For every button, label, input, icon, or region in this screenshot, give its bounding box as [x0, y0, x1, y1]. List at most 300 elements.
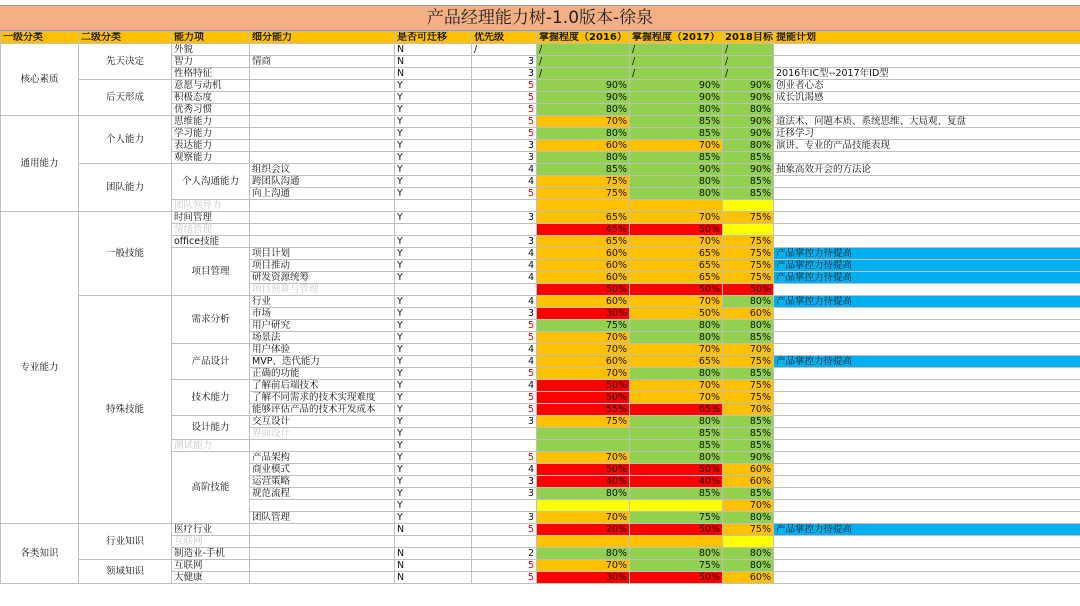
- target-2018-cell[interactable]: 60%: [723, 572, 774, 584]
- ability-cell[interactable]: 需求分析: [172, 296, 250, 344]
- migratable-cell[interactable]: Y: [395, 356, 472, 368]
- priority-cell[interactable]: [472, 428, 537, 440]
- migratable-cell[interactable]: Y: [395, 260, 472, 272]
- target-2018-cell[interactable]: 80%: [723, 320, 774, 332]
- priority-cell[interactable]: [472, 440, 537, 452]
- mastery-2017-cell[interactable]: 70%: [630, 140, 723, 152]
- priority-cell[interactable]: 3: [472, 56, 537, 68]
- priority-cell[interactable]: 4: [472, 176, 537, 188]
- plan-cell[interactable]: 2016年IC型--2017年ID型: [774, 68, 1080, 80]
- mastery-2017-cell[interactable]: 80%: [630, 104, 723, 116]
- priority-cell[interactable]: [472, 200, 537, 212]
- migratable-cell[interactable]: [395, 200, 472, 212]
- level1-category-cell[interactable]: 核心素质: [1, 44, 79, 116]
- header-cell[interactable]: 一级分类: [1, 32, 79, 44]
- migratable-cell[interactable]: Y: [395, 488, 472, 500]
- priority-cell[interactable]: 5: [472, 320, 537, 332]
- priority-cell[interactable]: [472, 224, 537, 236]
- ability-cell[interactable]: 学习能力: [172, 128, 250, 140]
- plan-cell[interactable]: [774, 488, 1080, 500]
- migratable-cell[interactable]: Y: [395, 212, 472, 224]
- sub-ability-cell[interactable]: [250, 44, 395, 56]
- priority-cell[interactable]: 3: [472, 236, 537, 248]
- priority-cell[interactable]: 3: [472, 488, 537, 500]
- sub-ability-cell[interactable]: 交互设计: [250, 416, 395, 428]
- header-cell[interactable]: 是否可迁移: [395, 32, 472, 44]
- target-2018-cell[interactable]: 90%: [723, 92, 774, 104]
- level2-category-cell[interactable]: 特殊技能: [79, 296, 172, 524]
- mastery-2017-cell[interactable]: 80%: [630, 176, 723, 188]
- mastery-2016-cell[interactable]: 60%: [537, 140, 630, 152]
- migratable-cell[interactable]: Y: [395, 176, 472, 188]
- priority-cell[interactable]: [472, 284, 537, 296]
- ability-cell[interactable]: 互联网: [172, 536, 250, 548]
- priority-cell[interactable]: [472, 500, 537, 512]
- mastery-2016-cell[interactable]: 20%: [537, 524, 630, 536]
- priority-cell[interactable]: 3: [472, 68, 537, 80]
- ability-cell[interactable]: 设计能力: [172, 416, 250, 440]
- mastery-2017-cell[interactable]: 85%: [630, 152, 723, 164]
- sub-ability-cell[interactable]: MVP、迭代能力: [250, 356, 395, 368]
- target-2018-cell[interactable]: 60%: [723, 308, 774, 320]
- target-2018-cell[interactable]: 75%: [723, 356, 774, 368]
- sub-ability-cell[interactable]: [250, 536, 395, 548]
- mastery-2016-cell[interactable]: 70%: [537, 332, 630, 344]
- ability-cell[interactable]: 医疗行业: [172, 524, 250, 536]
- sub-ability-cell[interactable]: 项目预算与管理: [250, 284, 395, 296]
- sub-ability-cell[interactable]: 运营策略: [250, 476, 395, 488]
- mastery-2017-cell[interactable]: 70%: [630, 344, 723, 356]
- target-2018-cell[interactable]: /: [723, 44, 774, 56]
- plan-cell[interactable]: [774, 236, 1080, 248]
- mastery-2017-cell[interactable]: /: [630, 68, 723, 80]
- plan-cell[interactable]: 演讲、专业的产品技能表现: [774, 140, 1080, 152]
- ability-cell[interactable]: 大健康: [172, 572, 250, 584]
- target-2018-cell[interactable]: 80%: [723, 560, 774, 572]
- mastery-2017-cell[interactable]: 65%: [630, 356, 723, 368]
- migratable-cell[interactable]: Y: [395, 344, 472, 356]
- plan-cell[interactable]: [774, 200, 1080, 212]
- priority-cell[interactable]: 5: [472, 368, 537, 380]
- target-2018-cell[interactable]: 75%: [723, 212, 774, 224]
- migratable-cell[interactable]: N: [395, 560, 472, 572]
- migratable-cell[interactable]: N: [395, 548, 472, 560]
- mastery-2017-cell[interactable]: 85%: [630, 488, 723, 500]
- mastery-2017-cell[interactable]: 50%: [630, 524, 723, 536]
- level2-category-cell[interactable]: 领域知识: [79, 560, 172, 584]
- sub-ability-cell[interactable]: 项目推动: [250, 260, 395, 272]
- header-cell[interactable]: 细分能力: [250, 32, 395, 44]
- priority-cell[interactable]: 5: [472, 188, 537, 200]
- sub-ability-cell[interactable]: [250, 104, 395, 116]
- sub-ability-cell[interactable]: 场景法: [250, 332, 395, 344]
- plan-cell[interactable]: 产品掌控力待提高: [774, 356, 1080, 368]
- mastery-2017-cell[interactable]: 50%: [630, 572, 723, 584]
- mastery-2017-cell[interactable]: 85%: [630, 128, 723, 140]
- mastery-2016-cell[interactable]: 65%: [537, 212, 630, 224]
- sub-ability-cell[interactable]: 市场: [250, 308, 395, 320]
- mastery-2017-cell[interactable]: 50%: [630, 464, 723, 476]
- priority-cell[interactable]: 5: [472, 104, 537, 116]
- sub-ability-cell[interactable]: 能够评估产品的技术开发成本: [250, 404, 395, 416]
- migratable-cell[interactable]: Y: [395, 332, 472, 344]
- migratable-cell[interactable]: Y: [395, 296, 472, 308]
- mastery-2017-cell[interactable]: 70%: [630, 380, 723, 392]
- plan-cell[interactable]: 成长饥渴感: [774, 92, 1080, 104]
- sub-ability-cell[interactable]: 向上沟通: [250, 188, 395, 200]
- sub-ability-cell[interactable]: [250, 116, 395, 128]
- mastery-2017-cell[interactable]: 65%: [630, 248, 723, 260]
- target-2018-cell[interactable]: 80%: [723, 548, 774, 560]
- priority-cell[interactable]: 4: [472, 380, 537, 392]
- sub-ability-cell[interactable]: [250, 548, 395, 560]
- target-2018-cell[interactable]: 85%: [723, 428, 774, 440]
- sub-ability-cell[interactable]: [250, 80, 395, 92]
- migratable-cell[interactable]: Y: [395, 80, 472, 92]
- migratable-cell[interactable]: Y: [395, 416, 472, 428]
- mastery-2016-cell[interactable]: 90%: [537, 92, 630, 104]
- migratable-cell[interactable]: Y: [395, 164, 472, 176]
- ability-cell[interactable]: 高阶技能: [172, 452, 250, 524]
- plan-cell[interactable]: [774, 320, 1080, 332]
- priority-cell[interactable]: 5: [472, 404, 537, 416]
- mastery-2016-cell[interactable]: 75%: [537, 176, 630, 188]
- mastery-2017-cell[interactable]: 85%: [630, 116, 723, 128]
- plan-cell[interactable]: [774, 572, 1080, 584]
- target-2018-cell[interactable]: [723, 224, 774, 236]
- mastery-2016-cell[interactable]: [537, 500, 630, 512]
- ability-cell[interactable]: 观察能力: [172, 152, 250, 164]
- mastery-2016-cell[interactable]: [537, 536, 630, 548]
- ability-cell[interactable]: 团队领导力: [172, 200, 250, 212]
- mastery-2016-cell[interactable]: 80%: [537, 128, 630, 140]
- mastery-2016-cell[interactable]: /: [537, 44, 630, 56]
- mastery-2016-cell[interactable]: 80%: [537, 488, 630, 500]
- migratable-cell[interactable]: N: [395, 524, 472, 536]
- priority-cell[interactable]: 2: [472, 548, 537, 560]
- plan-cell[interactable]: 产品掌控力待提高: [774, 296, 1080, 308]
- priority-cell[interactable]: /: [472, 44, 537, 56]
- mastery-2017-cell[interactable]: 80%: [630, 332, 723, 344]
- mastery-2017-cell[interactable]: 75%: [630, 560, 723, 572]
- mastery-2017-cell[interactable]: 80%: [630, 188, 723, 200]
- plan-cell[interactable]: [774, 464, 1080, 476]
- priority-cell[interactable]: 4: [472, 344, 537, 356]
- target-2018-cell[interactable]: 50%: [723, 284, 774, 296]
- target-2018-cell[interactable]: 85%: [723, 152, 774, 164]
- migratable-cell[interactable]: Y: [395, 272, 472, 284]
- mastery-2017-cell[interactable]: 80%: [630, 452, 723, 464]
- sub-ability-cell[interactable]: 正确的功能: [250, 368, 395, 380]
- migratable-cell[interactable]: Y: [395, 308, 472, 320]
- mastery-2016-cell[interactable]: 80%: [537, 548, 630, 560]
- sub-ability-cell[interactable]: 情商: [250, 56, 395, 68]
- mastery-2016-cell[interactable]: 70%: [537, 560, 630, 572]
- target-2018-cell[interactable]: 85%: [723, 368, 774, 380]
- priority-cell[interactable]: 3: [472, 308, 537, 320]
- sub-ability-cell[interactable]: [250, 572, 395, 584]
- migratable-cell[interactable]: N: [395, 68, 472, 80]
- target-2018-cell[interactable]: 75%: [723, 248, 774, 260]
- plan-cell[interactable]: [774, 512, 1080, 524]
- mastery-2016-cell[interactable]: 50%: [537, 464, 630, 476]
- priority-cell[interactable]: 4: [472, 260, 537, 272]
- ability-cell[interactable]: office技能: [172, 236, 250, 248]
- priority-cell[interactable]: 4: [472, 164, 537, 176]
- migratable-cell[interactable]: Y: [395, 428, 472, 440]
- plan-cell[interactable]: [774, 224, 1080, 236]
- header-cell[interactable]: 掌握程度（2016）: [537, 32, 630, 44]
- target-2018-cell[interactable]: 90%: [723, 164, 774, 176]
- mastery-2017-cell[interactable]: 70%: [630, 296, 723, 308]
- mastery-2016-cell[interactable]: 70%: [537, 452, 630, 464]
- target-2018-cell[interactable]: 75%: [723, 392, 774, 404]
- sub-ability-cell[interactable]: [250, 500, 395, 512]
- target-2018-cell[interactable]: 90%: [723, 116, 774, 128]
- ability-cell[interactable]: 积极态度: [172, 92, 250, 104]
- ability-cell[interactable]: 测试能力: [172, 440, 250, 452]
- migratable-cell[interactable]: Y: [395, 140, 472, 152]
- sub-ability-cell[interactable]: [250, 224, 395, 236]
- priority-cell[interactable]: [472, 536, 537, 548]
- mastery-2016-cell[interactable]: 50%: [537, 284, 630, 296]
- mastery-2016-cell[interactable]: 75%: [537, 320, 630, 332]
- migratable-cell[interactable]: N: [395, 56, 472, 68]
- target-2018-cell[interactable]: 85%: [723, 440, 774, 452]
- plan-cell[interactable]: [774, 560, 1080, 572]
- migratable-cell[interactable]: Y: [395, 128, 472, 140]
- level1-category-cell[interactable]: 通用能力: [1, 116, 79, 212]
- ability-cell[interactable]: 制造业-手机: [172, 548, 250, 560]
- migratable-cell[interactable]: Y: [395, 512, 472, 524]
- mastery-2017-cell[interactable]: 90%: [630, 92, 723, 104]
- priority-cell[interactable]: 5: [472, 560, 537, 572]
- target-2018-cell[interactable]: 85%: [723, 332, 774, 344]
- sub-ability-cell[interactable]: [250, 200, 395, 212]
- plan-cell[interactable]: 产品掌控力待提高: [774, 248, 1080, 260]
- sub-ability-cell[interactable]: 用户体验: [250, 344, 395, 356]
- priority-cell[interactable]: 4: [472, 248, 537, 260]
- mastery-2016-cell[interactable]: 60%: [537, 296, 630, 308]
- mastery-2016-cell[interactable]: 50%: [537, 380, 630, 392]
- ability-cell[interactable]: 互联网: [172, 560, 250, 572]
- mastery-2016-cell[interactable]: [537, 440, 630, 452]
- migratable-cell[interactable]: Y: [395, 116, 472, 128]
- sub-ability-cell[interactable]: 用户研究: [250, 320, 395, 332]
- migratable-cell[interactable]: Y: [395, 476, 472, 488]
- ability-cell[interactable]: 表达能力: [172, 140, 250, 152]
- mastery-2016-cell[interactable]: 80%: [537, 104, 630, 116]
- mastery-2017-cell[interactable]: 70%: [630, 392, 723, 404]
- mastery-2016-cell[interactable]: 75%: [537, 188, 630, 200]
- level2-category-cell[interactable]: 行业知识: [79, 524, 172, 560]
- mastery-2016-cell[interactable]: 70%: [537, 368, 630, 380]
- mastery-2017-cell[interactable]: 65%: [630, 260, 723, 272]
- priority-cell[interactable]: 5: [472, 524, 537, 536]
- priority-cell[interactable]: 5: [472, 572, 537, 584]
- sub-ability-cell[interactable]: 界面设计: [250, 428, 395, 440]
- plan-cell[interactable]: 迁移学习: [774, 128, 1080, 140]
- target-2018-cell[interactable]: 70%: [723, 344, 774, 356]
- migratable-cell[interactable]: N: [395, 572, 472, 584]
- migratable-cell[interactable]: [395, 284, 472, 296]
- plan-cell[interactable]: [774, 284, 1080, 296]
- priority-cell[interactable]: 3: [472, 140, 537, 152]
- plan-cell[interactable]: [774, 440, 1080, 452]
- header-cell[interactable]: 提能计划: [774, 32, 1080, 44]
- mastery-2017-cell[interactable]: /: [630, 56, 723, 68]
- ability-cell[interactable]: 项目管理: [172, 248, 250, 296]
- plan-cell[interactable]: [774, 308, 1080, 320]
- target-2018-cell[interactable]: 60%: [723, 476, 774, 488]
- mastery-2017-cell[interactable]: 75%: [630, 512, 723, 524]
- migratable-cell[interactable]: Y: [395, 236, 472, 248]
- mastery-2016-cell[interactable]: 80%: [537, 152, 630, 164]
- target-2018-cell[interactable]: 75%: [723, 380, 774, 392]
- sub-ability-cell[interactable]: [250, 236, 395, 248]
- priority-cell[interactable]: 3: [472, 512, 537, 524]
- plan-cell[interactable]: [774, 416, 1080, 428]
- mastery-2016-cell[interactable]: 60%: [537, 356, 630, 368]
- plan-cell[interactable]: [774, 332, 1080, 344]
- level2-category-cell[interactable]: 先天决定: [79, 44, 172, 80]
- level2-category-cell[interactable]: 一般技能: [79, 212, 172, 296]
- priority-cell[interactable]: 5: [472, 92, 537, 104]
- mastery-2017-cell[interactable]: 85%: [630, 428, 723, 440]
- plan-cell[interactable]: 产品掌控力待提高: [774, 524, 1080, 536]
- plan-cell[interactable]: [774, 452, 1080, 464]
- sub-ability-cell[interactable]: 了解不同需求的技术实现难度: [250, 392, 395, 404]
- mastery-2017-cell[interactable]: 80%: [630, 416, 723, 428]
- mastery-2016-cell[interactable]: 30%: [537, 572, 630, 584]
- mastery-2017-cell[interactable]: 90%: [630, 80, 723, 92]
- ability-cell[interactable]: 个人沟通能力: [172, 164, 250, 200]
- priority-cell[interactable]: 5: [472, 116, 537, 128]
- migratable-cell[interactable]: Y: [395, 440, 472, 452]
- plan-cell[interactable]: 抽象高效开会的方法论: [774, 164, 1080, 176]
- sub-ability-cell[interactable]: [250, 152, 395, 164]
- mastery-2016-cell[interactable]: 70%: [537, 344, 630, 356]
- sub-ability-cell[interactable]: [250, 560, 395, 572]
- target-2018-cell[interactable]: 80%: [723, 296, 774, 308]
- priority-cell[interactable]: 5: [472, 392, 537, 404]
- mastery-2016-cell[interactable]: 75%: [537, 416, 630, 428]
- mastery-2017-cell[interactable]: 85%: [630, 440, 723, 452]
- priority-cell[interactable]: 3: [472, 152, 537, 164]
- plan-cell[interactable]: [774, 188, 1080, 200]
- mastery-2017-cell[interactable]: 50%: [630, 224, 723, 236]
- plan-cell[interactable]: 道法术、问题本质、系统思维、大局观、复盘: [774, 116, 1080, 128]
- target-2018-cell[interactable]: 90%: [723, 452, 774, 464]
- plan-cell[interactable]: [774, 536, 1080, 548]
- mastery-2016-cell[interactable]: 65%: [537, 236, 630, 248]
- level2-category-cell[interactable]: 团队能力: [79, 164, 172, 212]
- plan-cell[interactable]: [774, 56, 1080, 68]
- sub-ability-cell[interactable]: 产品架构: [250, 452, 395, 464]
- sub-ability-cell[interactable]: [250, 128, 395, 140]
- target-2018-cell[interactable]: 75%: [723, 524, 774, 536]
- mastery-2017-cell[interactable]: 80%: [630, 320, 723, 332]
- sub-ability-cell[interactable]: [250, 92, 395, 104]
- mastery-2017-cell[interactable]: 80%: [630, 548, 723, 560]
- target-2018-cell[interactable]: 85%: [723, 188, 774, 200]
- sub-ability-cell[interactable]: 规范流程: [250, 488, 395, 500]
- plan-cell[interactable]: [774, 368, 1080, 380]
- mastery-2016-cell[interactable]: 60%: [537, 272, 630, 284]
- migratable-cell[interactable]: Y: [395, 188, 472, 200]
- mastery-2017-cell[interactable]: [630, 200, 723, 212]
- mastery-2017-cell[interactable]: [630, 536, 723, 548]
- mastery-2016-cell[interactable]: 50%: [537, 392, 630, 404]
- level1-category-cell[interactable]: 各类知识: [1, 524, 79, 584]
- plan-cell[interactable]: [774, 344, 1080, 356]
- mastery-2016-cell[interactable]: [537, 200, 630, 212]
- plan-cell[interactable]: [774, 428, 1080, 440]
- mastery-2017-cell[interactable]: 50%: [630, 308, 723, 320]
- target-2018-cell[interactable]: 80%: [723, 104, 774, 116]
- mastery-2016-cell[interactable]: 40%: [537, 476, 630, 488]
- migratable-cell[interactable]: Y: [395, 320, 472, 332]
- target-2018-cell[interactable]: /: [723, 56, 774, 68]
- target-2018-cell[interactable]: [723, 200, 774, 212]
- target-2018-cell[interactable]: 75%: [723, 272, 774, 284]
- mastery-2017-cell[interactable]: /: [630, 44, 723, 56]
- mastery-2016-cell[interactable]: 55%: [537, 404, 630, 416]
- sub-ability-cell[interactable]: 行业: [250, 296, 395, 308]
- mastery-2017-cell[interactable]: 80%: [630, 368, 723, 380]
- ability-cell[interactable]: 情绪管理: [172, 224, 250, 236]
- plan-cell[interactable]: [774, 212, 1080, 224]
- mastery-2016-cell[interactable]: 85%: [537, 164, 630, 176]
- target-2018-cell[interactable]: 85%: [723, 176, 774, 188]
- mastery-2016-cell[interactable]: /: [537, 56, 630, 68]
- mastery-2017-cell[interactable]: 70%: [630, 236, 723, 248]
- mastery-2017-cell[interactable]: 70%: [630, 212, 723, 224]
- plan-cell[interactable]: [774, 476, 1080, 488]
- header-cell[interactable]: 优先级: [472, 32, 537, 44]
- ability-cell[interactable]: 意愿与动机: [172, 80, 250, 92]
- mastery-2017-cell[interactable]: 40%: [630, 476, 723, 488]
- sub-ability-cell[interactable]: [250, 140, 395, 152]
- priority-cell[interactable]: 4: [472, 296, 537, 308]
- migratable-cell[interactable]: Y: [395, 464, 472, 476]
- sub-ability-cell[interactable]: 组织会议: [250, 164, 395, 176]
- plan-cell[interactable]: [774, 548, 1080, 560]
- sub-ability-cell[interactable]: [250, 440, 395, 452]
- plan-cell[interactable]: [774, 404, 1080, 416]
- migratable-cell[interactable]: [395, 536, 472, 548]
- priority-cell[interactable]: 3: [472, 416, 537, 428]
- level1-category-cell[interactable]: 专业能力: [1, 212, 79, 524]
- priority-cell[interactable]: 5: [472, 452, 537, 464]
- mastery-2016-cell[interactable]: 45%: [537, 224, 630, 236]
- target-2018-cell[interactable]: [723, 536, 774, 548]
- ability-cell[interactable]: 外貌: [172, 44, 250, 56]
- target-2018-cell[interactable]: 80%: [723, 512, 774, 524]
- sub-ability-cell[interactable]: [250, 212, 395, 224]
- plan-cell[interactable]: [774, 152, 1080, 164]
- priority-cell[interactable]: 4: [472, 464, 537, 476]
- ability-cell[interactable]: 思维能力: [172, 116, 250, 128]
- priority-cell[interactable]: 3: [472, 212, 537, 224]
- target-2018-cell[interactable]: 60%: [723, 464, 774, 476]
- mastery-2016-cell[interactable]: 60%: [537, 248, 630, 260]
- ability-cell[interactable]: 时间管理: [172, 212, 250, 224]
- mastery-2016-cell[interactable]: 70%: [537, 116, 630, 128]
- migratable-cell[interactable]: Y: [395, 404, 472, 416]
- ability-cell[interactable]: 优秀习惯: [172, 104, 250, 116]
- target-2018-cell[interactable]: 70%: [723, 500, 774, 512]
